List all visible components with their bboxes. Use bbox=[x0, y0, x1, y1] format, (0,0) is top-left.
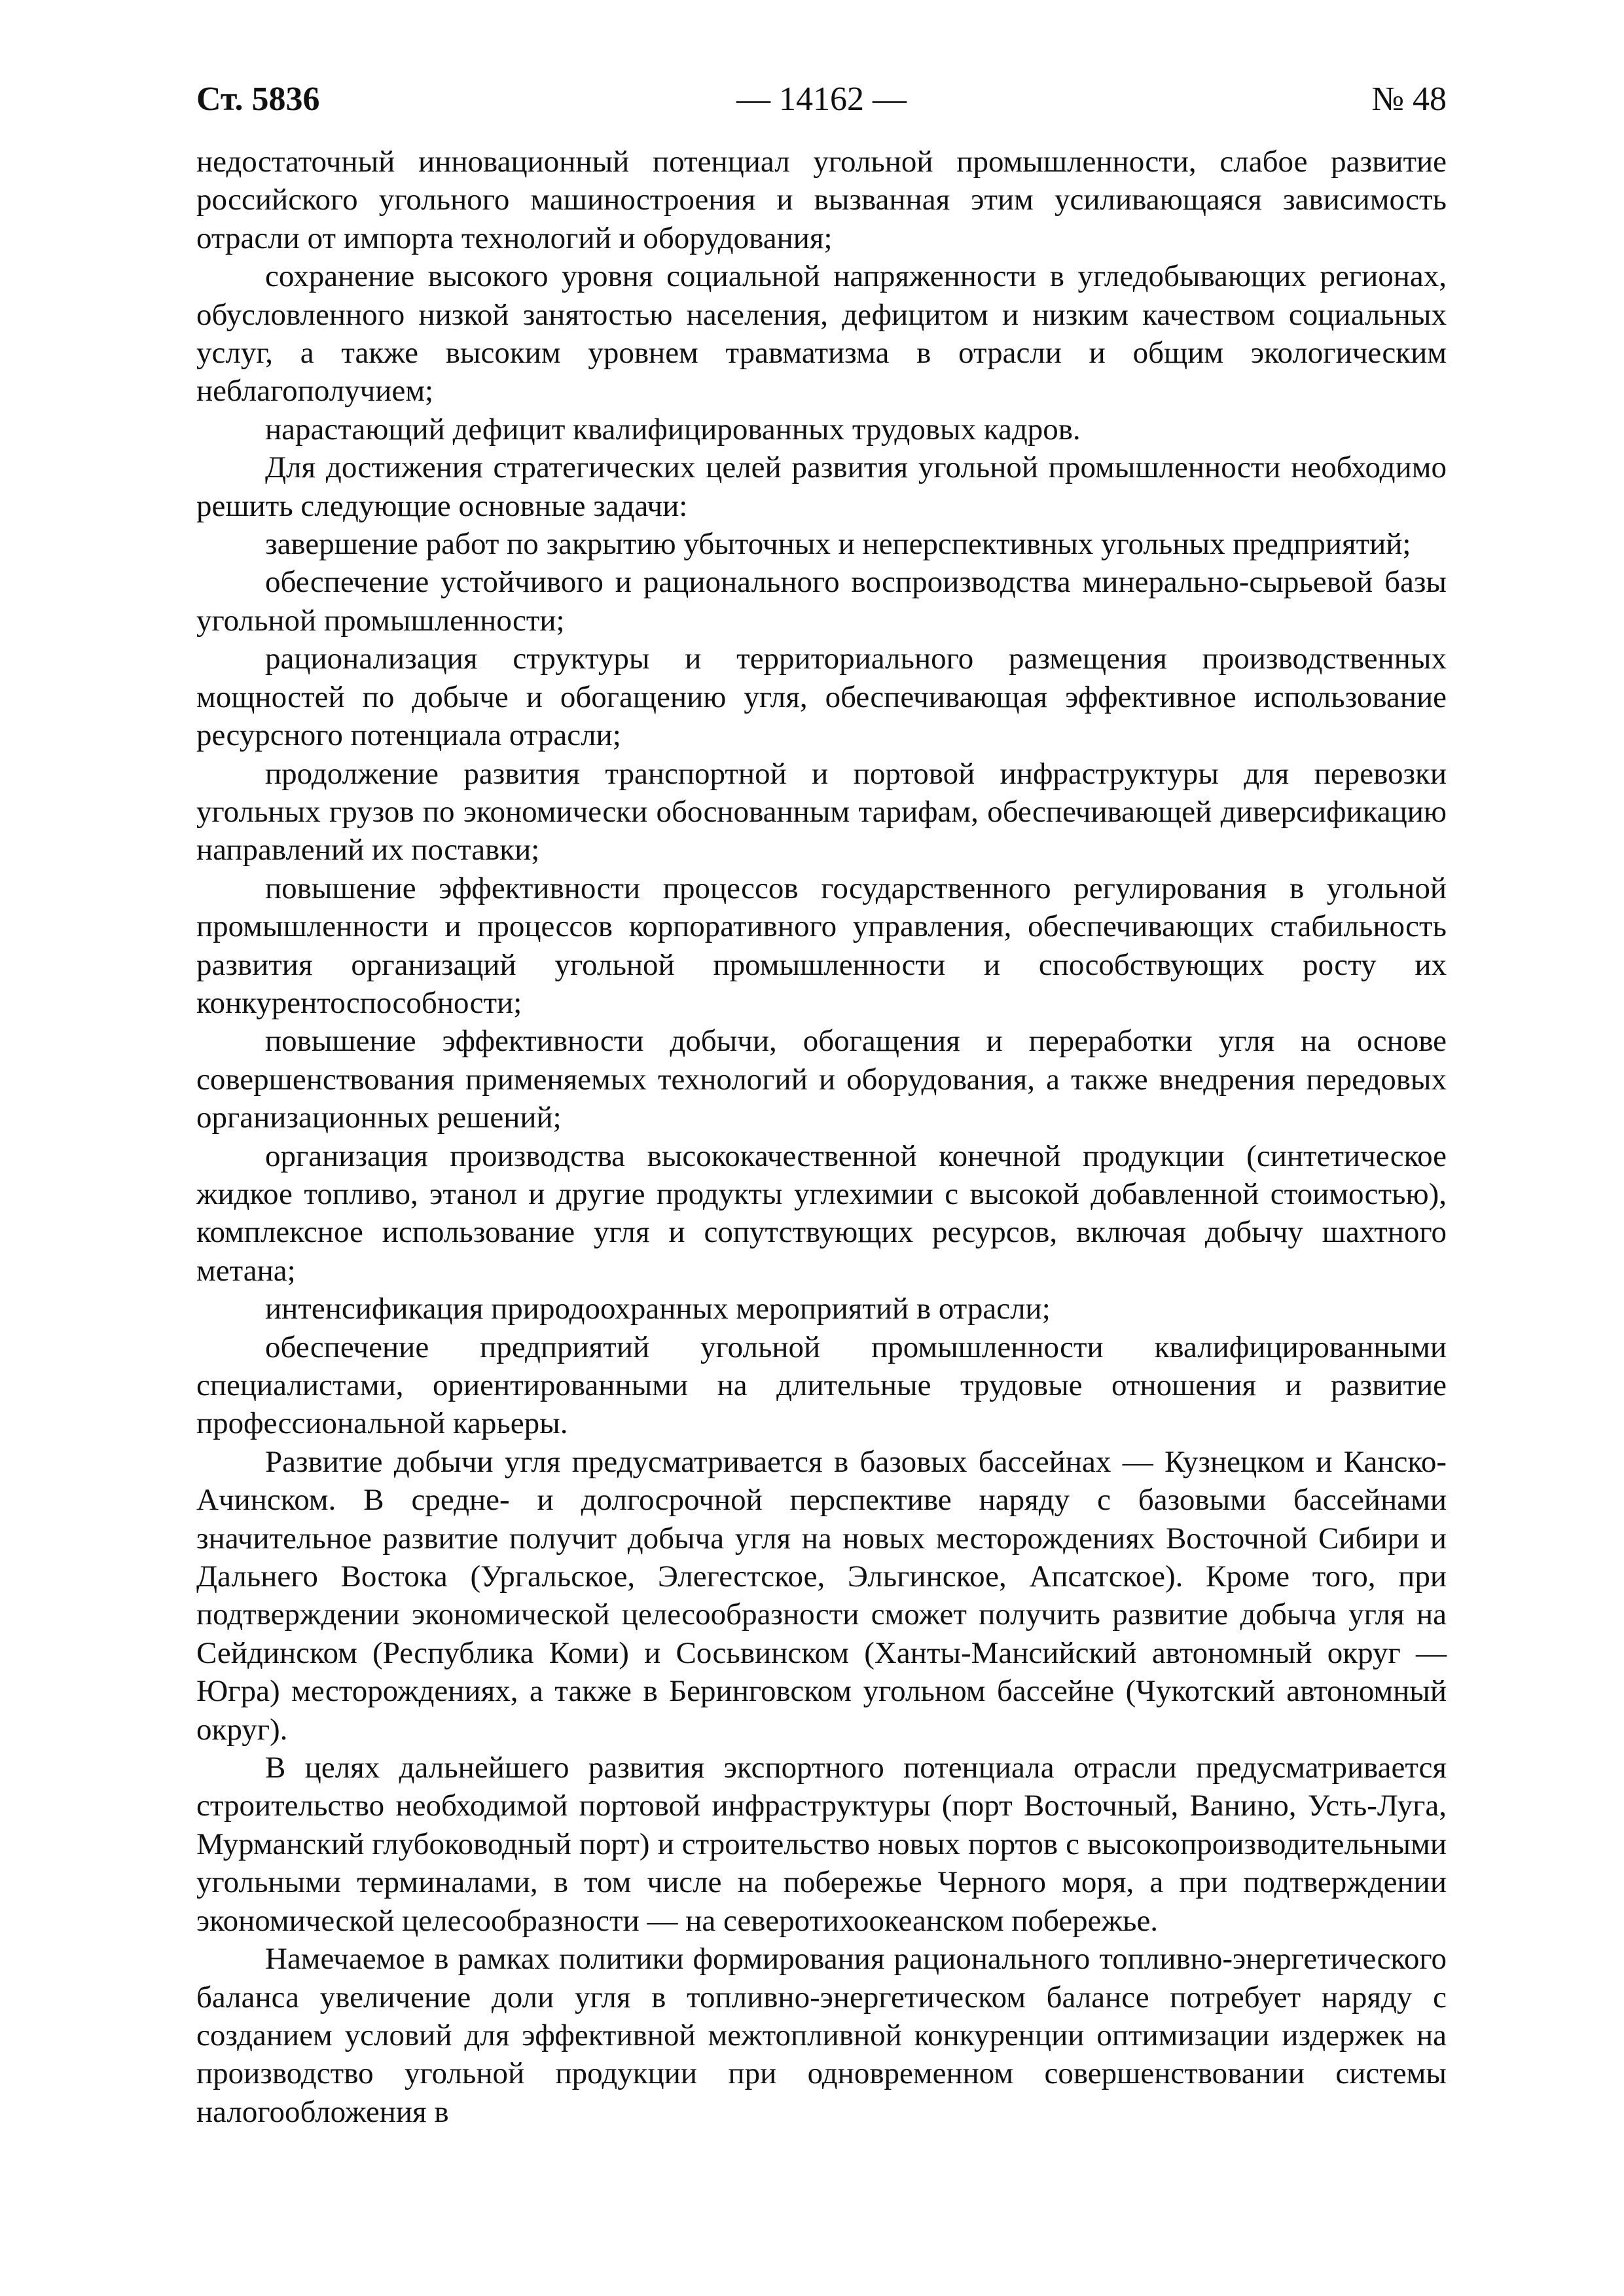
paragraph: повышение эффективности добычи, обогащения и переработки угля на основе совершенствования применяемых технологий и оборудования, а также внедрения передовых организационных решений; bbox=[196, 1024, 1447, 1135]
article-number: Ст. 5836 bbox=[196, 81, 320, 118]
document-page bbox=[196, 0, 1447, 2296]
paragraph: интенсификация природоохранных мероприятий в отрасли; bbox=[265, 1292, 1051, 1326]
paragraph: организация производства высококачественной конечной продукции (синтетическое жидкое топливо, этанол и другие продукты углехимии с высокой добавленной стоимостью), комплексное использование угля и сопутствующих ресурсов, включая добычу шахтного метана; bbox=[196, 1139, 1447, 1288]
paragraph: завершение работ по закрытию убыточных и неперспективных угольных предприятий; bbox=[265, 527, 1411, 562]
paragraph: повышение эффективности процессов государственного регулирования в угольной промышленности и процессов корпоративного управления, обеспечивающих стабильность развития организаций угольной промышленности и способствующих росту их конкурентоспособности; bbox=[196, 871, 1447, 1020]
page-number: — 14162 — bbox=[736, 81, 907, 118]
body-text bbox=[196, 143, 1447, 2131]
paragraph: Развитие добычи угля предусматривается в базовых бассейнах — Кузнецком и Канско-Ачинском. В средне- и долгосрочной перспективе наряду с базовыми бассейнами значительное развитие получит добыча угля на новых месторождениях Восточной Сибири и Дальнего Востока (Ургальское, Элегестское, Эльгинское, Апсатское). Кроме того, при подтверждении экономической целесообразности сможет получить развитие добыча угля на Сейдинском (Республика Коми) и Сосьвинском (Ханты-Мансийский автономный округ — Югра) месторождениях, а также в Беринговском угольном бассейне (Чукотский автономный округ). bbox=[196, 1444, 1447, 1747]
paragraph: нарастающий дефицит квалифицированных трудовых кадров. bbox=[265, 412, 1081, 446]
page-header bbox=[196, 73, 1447, 126]
paragraph: рационализация структуры и территориального размещения производственных мощностей по добыче и обогащению угля, обеспечивающая эффективное использование ресурсного потенциала отрасли; bbox=[196, 642, 1447, 753]
issue-number: № 48 bbox=[1371, 81, 1447, 118]
paragraph: Намечаемое в рамках политики формирования рационального топливно-энергетического баланса увеличение доли угля в топливно-энергетическом балансе потребует наряду с созданием условий для эффективной межтопливной конкуренции оптимизации издержек на производство угольной продукции при одновременном совершенствовании системы налогообложения в bbox=[196, 1942, 1447, 2129]
paragraph: Для достижения стратегических целей развития угольной промышленности необходимо решить следующие основные задачи: bbox=[196, 450, 1447, 523]
paragraph: обеспечение устойчивого и рационального воспроизводства минерально-сырьевой базы угольной промышленности; bbox=[196, 565, 1447, 638]
paragraph: В целях дальнейшего развития экспортного потенциала отрасли предусматривается строительство необходимой портовой инфраструктуры (порт Восточный, Ванино, Усть-Луга, Мурманский глубоководный порт) и строительство новых портов с высокопроизводительными угольными терминалами, в том числе на побережье Черного моря, а при подтверждении экономической целесообразности — на северотихоокеанском побережье. bbox=[196, 1751, 1447, 1938]
paragraph: продолжение развития транспортной и портовой инфраструктуры для перевозки угольных грузов по экономически обоснованным тарифам, обеспечивающей диверсификацию направлений их поставки; bbox=[196, 756, 1447, 867]
paragraph: обеспечение предприятий угольной промышленности квалифицированными специалистами, ориентированными на длительные трудовые отношения и развитие профессиональной карьеры. bbox=[196, 1330, 1447, 1441]
paragraph: сохранение высокого уровня социальной напряженности в угледобывающих регионах, обусловленного низкой занятостью населения, дефицитом и низким качеством социальных услуг, а также высоким уровнем травматизма в отрасли и общим экологическим неблагополучием; bbox=[196, 259, 1447, 409]
paragraph: недостаточный инновационный потенциал угольной промышленности, слабое развитие российского угольного машиностроения и вызванная этим усиливающаяся зависимость отрасли от импорта технологий и оборудования; bbox=[196, 145, 1447, 255]
